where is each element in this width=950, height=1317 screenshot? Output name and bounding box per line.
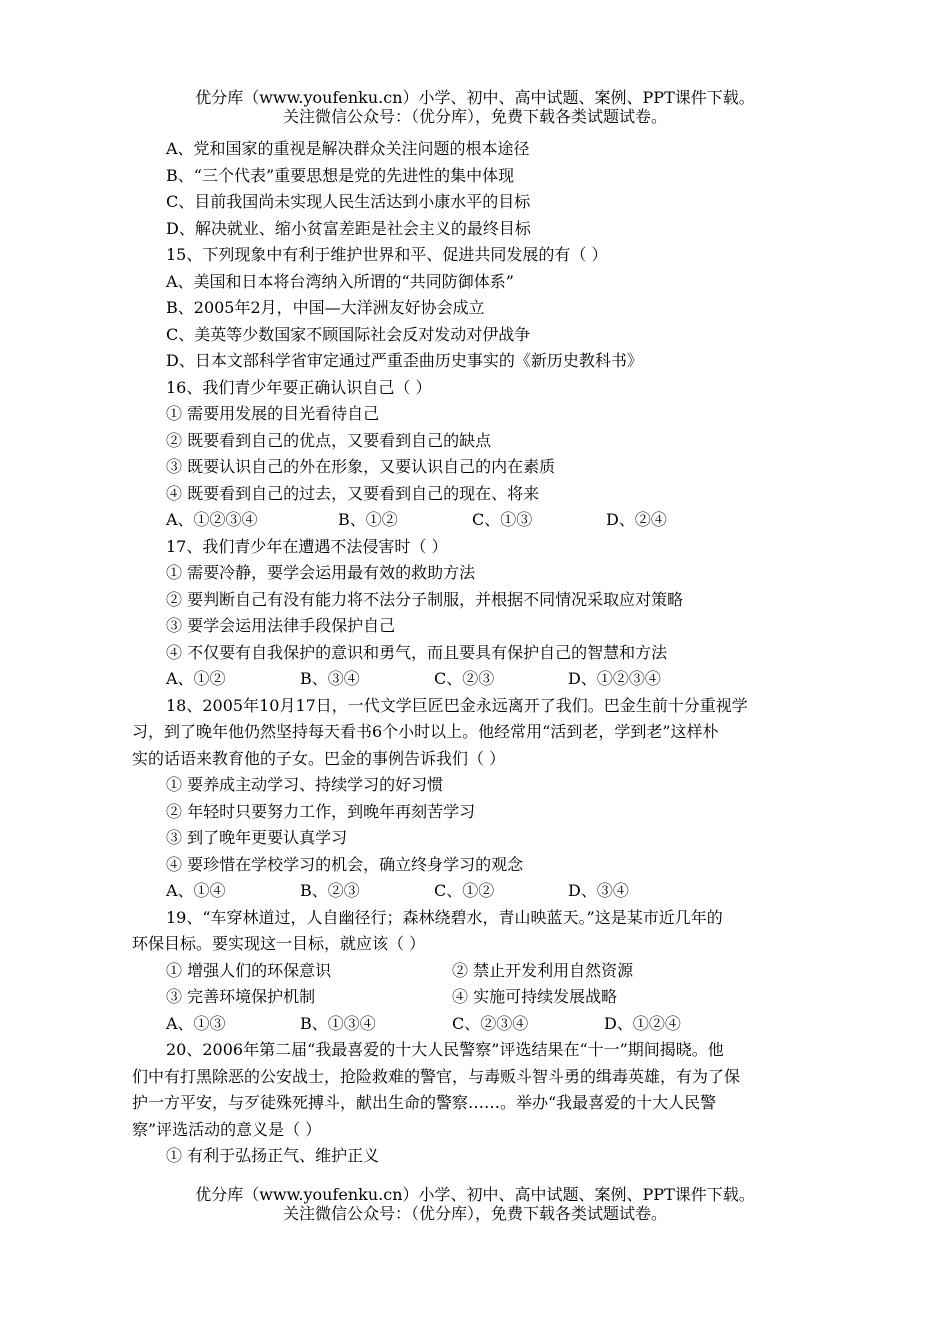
q18-choice-c: C、①② <box>434 881 495 900</box>
q17-choice-c: C、②③ <box>434 669 495 688</box>
q20-stem-line-1: 20、2006年第二届“我最喜爱的十大人民警察”评选结果在“十一”期间揭晓。他 <box>166 1040 724 1059</box>
q18-choice-d: D、③④ <box>568 881 629 900</box>
q16-choice-a: A、①②③④ <box>166 510 258 529</box>
header-line-1: 优分库（www.youfenku.cn）小学、初中、高中试题、案例、PPT课件下载。 <box>195 88 755 107</box>
q15-option-c: C、美英等少数国家不顾国际社会反对发动对伊战争 <box>166 324 531 344</box>
q16-stem: 16、我们青少年要正确认识自己（ ） <box>166 377 432 397</box>
q14-option-d: D、解决就业、缩小贫富差距是社会主义的最终目标 <box>166 218 531 238</box>
q18-choice-a: A、①④ <box>166 881 226 900</box>
q16-choice-c: C、①③ <box>472 510 533 529</box>
q16-item-2: ② 既要看到自己的优点，又要看到自己的缺点 <box>166 430 492 450</box>
q19-choice-c: C、②③④ <box>452 1013 529 1033</box>
q15-option-d: D、日本文部科学省审定通过严重歪曲历史事实的《新历史教科书》 <box>166 351 643 370</box>
q19-item-4: ④ 实施可持续发展战略 <box>452 987 618 1006</box>
q17-item-1: ① 需要冷静，要学会运用最有效的救助方法 <box>166 563 476 582</box>
q14-option-b: B、“三个代表”重要思想是党的先进性的集中体现 <box>166 165 515 185</box>
q18-item-1: ① 要养成主动学习、持续学习的好习惯 <box>166 775 444 794</box>
q19-choice-a: A、①③ <box>166 1013 226 1033</box>
q20-stem-line-2: 们中有打黑除恶的公安战士，抢险救难的警官，与毒贩斗智斗勇的缉毒英雄，有为了保 <box>132 1066 741 1086</box>
footer-line-1: 优分库（www.youfenku.cn）小学、初中、高中试题、案例、PPT课件下载。 <box>195 1185 755 1204</box>
q16-choice-d: D、②④ <box>606 510 667 529</box>
q18-item-3: ③ 到了晚年更要认真学习 <box>166 828 348 847</box>
q17-choices <box>166 666 826 693</box>
q18-item-2: ② 年轻时只要努力工作，到晚年再刻苦学习 <box>166 801 476 821</box>
q16-choices <box>166 507 826 534</box>
q18-stem-line-1: 18、2005年10月17日，一代文学巨匠巴金永远离开了我们。巴金生前十分重视学 <box>166 695 748 715</box>
q20-item-1: ① 有利于弘扬正气、维护正义 <box>166 1146 380 1165</box>
q18-stem-line-2: 习，到了晚年他仍然坚持每天看书6个小时以上。他经常用“活到老，学到老”这样朴 <box>132 722 719 741</box>
q15-option-a: A、美国和日本将台湾纳入所谓的“共同防御体系” <box>166 271 514 291</box>
q16-item-4: ④ 既要看到自己的过去，又要看到自己的现在、将来 <box>166 483 540 503</box>
header-line-2: 关注微信公众号：（优分库），免费下载各类试题试卷。 <box>282 107 667 126</box>
q19-item-1: ① 增强人们的环保意识 <box>166 960 332 980</box>
q15-stem: 15、下列现象中有利于维护世界和平、促进共同发展的有（ ） <box>166 245 608 264</box>
q19-choice-b: B、①③④ <box>300 1013 376 1033</box>
q17-choice-a: A、①② <box>166 669 226 688</box>
q17-choice-b: B、③④ <box>300 669 360 688</box>
q16-item-1: ① 需要用发展的目光看待自己 <box>166 404 380 423</box>
q18-stem-line-3: 实的话语来教育他的子女。巴金的事例告诉我们（ ） <box>132 748 506 768</box>
q19-items-row-1 <box>166 958 826 985</box>
page-header <box>0 88 950 126</box>
q14-option-c: C、目前我国尚未实现人民生活达到小康水平的目标 <box>166 192 531 211</box>
q18-choice-b: B、②③ <box>300 881 360 900</box>
q17-item-4: ④ 不仅要有自我保护的意识和勇气，而且要具有保护自己的智慧和方法 <box>166 642 668 662</box>
page-footer <box>0 1185 950 1223</box>
q20-stem-line-4: 察”评选活动的意义是（ ） <box>132 1119 322 1139</box>
q19-choices <box>166 1011 826 1038</box>
q20-stem-line-3: 护一方平安，与歹徒殊死搏斗，献出生命的警察……。举办“我最喜爱的十大人民警 <box>132 1093 717 1112</box>
footer-line-2: 关注微信公众号：（优分库），免费下载各类试题试卷。 <box>282 1204 667 1223</box>
q19-stem-line-2: 环保目标。要实现这一目标，就应该（ ） <box>132 934 426 953</box>
q18-choices <box>166 878 826 905</box>
q19-stem-line-1: 19、“车穿林道过，人自幽径行；森林绕碧水，青山映蓝天。”这是某市近几年的 <box>166 907 723 927</box>
q17-item-3: ③ 要学会运用法律手段保护自己 <box>166 616 396 635</box>
q17-stem: 17、我们青少年在遭遇不法侵害时（ ） <box>166 536 448 556</box>
q16-item-3: ③ 既要认识自己的外在形象，又要认识自己的内在素质 <box>166 457 556 476</box>
q15-option-b: B、2005年2月，中国—大洋洲友好协会成立 <box>166 298 485 317</box>
q17-item-2: ② 要判断自己有没有能力将不法分子制服，并根据不同情况采取应对策略 <box>166 589 684 609</box>
q16-choice-b: B、①② <box>338 510 398 529</box>
q17-choice-d: D、①②③④ <box>568 669 661 688</box>
q18-item-4: ④ 要珍惜在学校学习的机会，确立终身学习的观念 <box>166 854 524 874</box>
q14-option-a: A、党和国家的重视是解决群众关注问题的根本途径 <box>166 139 530 158</box>
q19-items-row-2 <box>166 984 826 1011</box>
question-body <box>132 136 826 1170</box>
q19-choice-d: D、①②④ <box>604 1013 681 1033</box>
q19-item-2: ② 禁止开发利用自然资源 <box>452 960 634 980</box>
q19-item-3: ③ 完善环境保护机制 <box>166 987 316 1006</box>
